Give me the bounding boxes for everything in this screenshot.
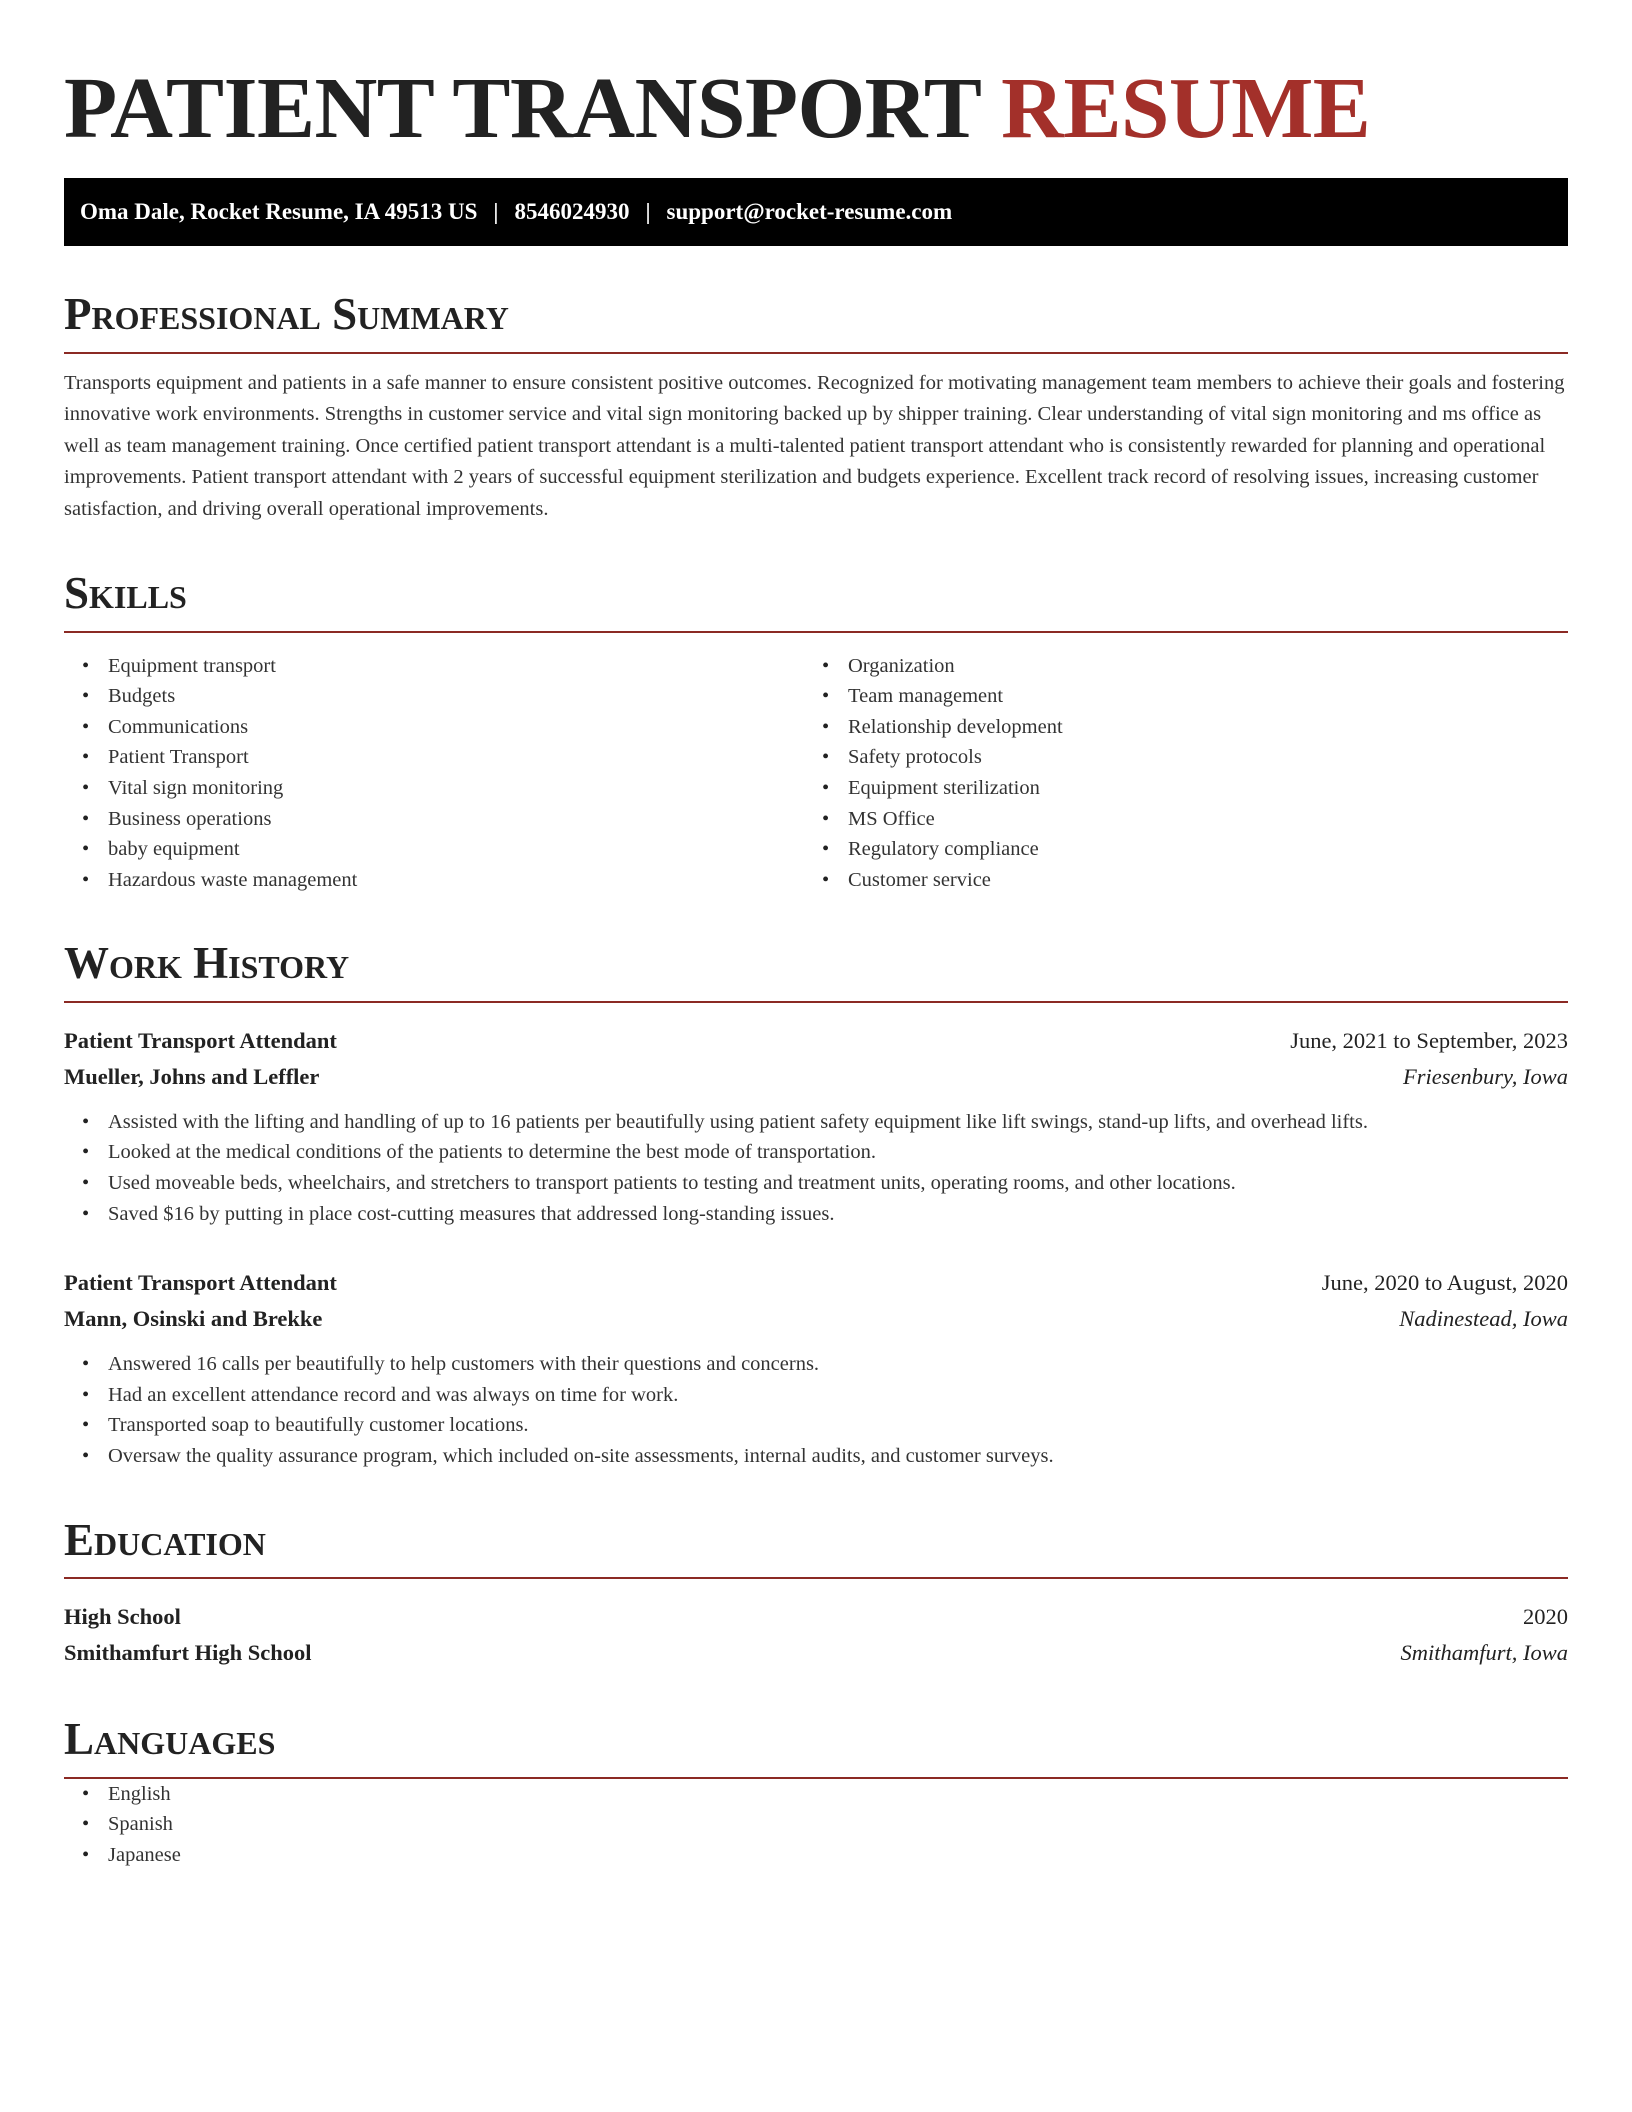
skill-item: • Equipment transport <box>64 651 804 682</box>
job-duties <box>64 1349 1568 1471</box>
skill-item: • Patient Transport <box>64 742 804 773</box>
education-school-row <box>64 1635 1568 1671</box>
title-accent: RESUME <box>1001 59 1371 156</box>
skill-item: • Organization <box>804 651 1544 682</box>
skills-list-right <box>804 651 1544 896</box>
language-item: • Japanese <box>64 1840 1568 1871</box>
job-header-row <box>64 1023 1568 1059</box>
contact-separator: | <box>493 199 499 225</box>
skill-item: • Regulatory compliance <box>804 834 1544 865</box>
skills-grid <box>64 651 1568 896</box>
language-item: • Spanish <box>64 1809 1568 1840</box>
summary-text: Transports equipment and patients in a safe manner to ensure consistent positive outcomes. Recognized for motivating management team members to achieve their goals and fostering innovative work environments. Strengths in customer service and vital sign monitoring backed up by shipper training. Clear understanding of vital sign monitoring and ms office as well as team management training. Once certified patient transport attendant is a multi-talented patient transport attendant who is consistently rewarded for planning and operational improvements. Patient transport attendant with 2 years of successful equipment sterilization and budgets experience. Excellent track record of resolving issues, increasing customer satisfaction, and driving overall operational improvements. <box>64 371 1565 520</box>
job-company-row <box>64 1059 1568 1095</box>
work-history-heading: Work History <box>64 939 1568 1003</box>
job-location: Friesenbury, Iowa <box>1403 1063 1568 1089</box>
skill-item: • MS Office <box>804 804 1544 835</box>
job-dates: June, 2021 to September, 2023 <box>1290 1027 1568 1053</box>
contact-address: Oma Dale, Rocket Resume, IA 49513 US <box>80 199 478 225</box>
job-duties <box>64 1107 1568 1229</box>
skill-item: • Equipment sterilization <box>804 773 1544 804</box>
job-duty: • Oversaw the quality assurance program, which included on-site assessments, internal audits, and customer surveys. <box>64 1441 1568 1472</box>
contact-phone: 8546024930 <box>514 199 630 225</box>
skill-item: • Safety protocols <box>804 742 1544 773</box>
contact-email: support@rocket-resume.com <box>666 199 953 225</box>
skill-item: • Team management <box>804 681 1544 712</box>
education-heading: Education <box>64 1516 1568 1580</box>
skill-item: • Vital sign monitoring <box>64 773 804 804</box>
job-duty: • Looked at the medical conditions of the patients to determine the best mode of transportation. <box>64 1137 1568 1168</box>
job-company-row <box>64 1301 1568 1337</box>
skill-item: • Relationship development <box>804 712 1544 743</box>
job-duty: • Answered 16 calls per beautifully to help customers with their questions and concerns. <box>64 1349 1568 1380</box>
languages-heading: Languages <box>64 1715 1568 1779</box>
job-header-row <box>64 1265 1568 1301</box>
job-duty: • Had an excellent attendance record and was always on time for work. <box>64 1380 1568 1411</box>
skills-heading: Skills <box>64 569 1568 633</box>
skill-item: • Communications <box>64 712 804 743</box>
education-location: Smithamfurt, Iowa <box>1400 1640 1568 1666</box>
skill-item: • Business operations <box>64 804 804 835</box>
job-entry <box>64 1023 1568 1229</box>
job-company: Mueller, Johns and Leffler <box>64 1063 320 1089</box>
job-duty: • Used moveable beds, wheelchairs, and stretchers to transport patients to testing and treatment units, operating rooms, and other locations. <box>64 1168 1568 1199</box>
contact-bar <box>64 178 1568 246</box>
skill-item: • Hazardous waste management <box>64 865 804 896</box>
job-duty: • Saved $16 by putting in place cost-cutting measures that addressed long-standing issues. <box>64 1199 1568 1230</box>
job-duty: • Transported soap to beautifully customer locations. <box>64 1410 1568 1441</box>
job-company: Mann, Osinski and Brekke <box>64 1306 323 1332</box>
education-degree: High School <box>64 1604 181 1630</box>
job-entry <box>64 1265 1568 1471</box>
language-item: • English <box>64 1779 1568 1810</box>
resume-title <box>64 58 1568 158</box>
job-title: Patient Transport Attendant <box>64 1027 337 1053</box>
skill-item: • baby equipment <box>64 834 804 865</box>
skill-item: • Customer service <box>804 865 1544 896</box>
job-dates: June, 2020 to August, 2020 <box>1321 1270 1568 1296</box>
title-main: PATIENT TRANSPORT <box>64 59 980 156</box>
education-year: 2020 <box>1523 1604 1568 1630</box>
skills-list-left <box>64 651 804 896</box>
job-title: Patient Transport Attendant <box>64 1270 337 1296</box>
job-duty: • Assisted with the lifting and handling of up to 16 patients per beautifully using patient safety equipment like lift swings, stand-up lifts, and overhead lifts. <box>64 1107 1568 1138</box>
job-location: Nadinestead, Iowa <box>1399 1306 1568 1332</box>
languages-list <box>64 1779 1568 1871</box>
skill-item: • Budgets <box>64 681 804 712</box>
education-entry <box>64 1599 1568 1671</box>
education-degree-row <box>64 1599 1568 1635</box>
summary-heading: Professional Summary <box>64 290 1568 354</box>
education-school: Smithamfurt High School <box>64 1640 312 1666</box>
contact-separator: | <box>645 199 651 225</box>
